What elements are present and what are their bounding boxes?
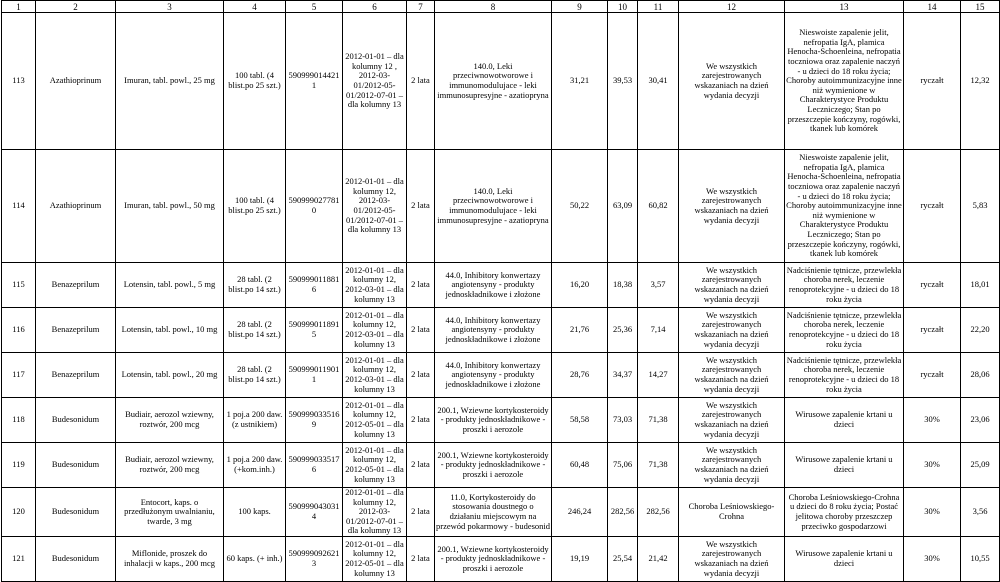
ean-code: 5909990277810 [286, 150, 343, 263]
financing-limit: 7,14 [638, 308, 679, 353]
header-cell: 2 [36, 1, 116, 13]
row-number: 116 [2, 308, 36, 353]
effective-dates: 2012-01-01 – dla kolumny 12 , 2012-03-01/2012-05-01/2012-07-01 – dla kolumny 13 [343, 13, 407, 150]
patient-copay: 28,06 [961, 353, 1000, 398]
indication-scope: We wszystkich zarejestrowanych wskazaniach na dzień wydania decyzji [679, 443, 785, 488]
limit-group: 44.0, Inhibitory konwertazy angiotensyny - produkty jednoskładnikowe i złożone [435, 308, 552, 353]
table-row [2, 13, 1000, 150]
reimbursement-table [1, 0, 1000, 582]
effective-dates: 2012-01-01 – dla kolumny 12, 2012-03-01 – dla kolumny 13 [343, 263, 407, 308]
payment-level: 30% [904, 398, 961, 443]
row-number: 119 [2, 443, 36, 488]
table-row [2, 536, 1000, 581]
validity-period: 2 lata [407, 443, 435, 488]
effective-dates: 2012-01-01 – dla kolumny 12, 2012-03-01/2012-05-01/2012-07-01 – dla kolumny 13 [343, 150, 407, 263]
payment-level: ryczałt [904, 150, 961, 263]
effective-dates: 2012-01-01 – dla kolumny 12, 2012-03-01 – dla kolumny 13 [343, 308, 407, 353]
header-cell: 6 [343, 1, 407, 13]
active-substance: Benazeprilum [36, 263, 116, 308]
table-row [2, 308, 1000, 353]
product-name: Budiair, aerozol wziewny, roztwór, 200 mcg [116, 443, 224, 488]
official-price: 60,48 [552, 443, 608, 488]
row-number: 115 [2, 263, 36, 308]
financing-limit: 71,38 [638, 443, 679, 488]
effective-dates: 2012-01-01 – dla kolumny 12, 2012-03-01/2012-07-01 – dla kolumny 13 [343, 488, 407, 537]
header-cell: 12 [679, 1, 785, 13]
product-name: Imuran, tabl. powl., 25 mg [116, 13, 224, 150]
header-cell: 15 [961, 1, 1000, 13]
header-cell: 7 [407, 1, 435, 13]
ean-code: 5909990926213 [286, 536, 343, 581]
payment-level: ryczałt [904, 308, 961, 353]
off-label-indications: Nadciśnienie tętnicze, przewlekła choroba nerek, leczenie renoprotekcyjne - u dzieci do 18 roku życia [785, 263, 904, 308]
indication-scope: We wszystkich zarejestrowanych wskazaniach na dzień wydania decyzji [679, 150, 785, 263]
indication-scope: We wszystkich zarejestrowanych wskazaniach na dzień wydania decyzji [679, 263, 785, 308]
official-price: 21,76 [552, 308, 608, 353]
limit-group: 140.0, Leki przeciwnowotworowe i immunomodulujace - leki immunosupresyjne - azatiopryna [435, 13, 552, 150]
header-cell: 1 [2, 1, 36, 13]
table-row [2, 263, 1000, 308]
patient-copay: 18,01 [961, 263, 1000, 308]
validity-period: 2 lata [407, 150, 435, 263]
validity-period: 2 lata [407, 308, 435, 353]
retail-price: 73,03 [608, 398, 638, 443]
ean-code: 5909990144211 [286, 13, 343, 150]
patient-copay: 3,56 [961, 488, 1000, 537]
indication-scope: Choroba Leśniowskiego-Crohna [679, 488, 785, 537]
package-size: 28 tabl. (2 blist.po 14 szt.) [224, 353, 286, 398]
row-number: 120 [2, 488, 36, 537]
retail-price: 282,56 [608, 488, 638, 537]
ean-code: 5909990118915 [286, 308, 343, 353]
retail-price: 63,09 [608, 150, 638, 263]
active-substance: Budesonidum [36, 488, 116, 537]
official-price: 50,22 [552, 150, 608, 263]
official-price: 58,58 [552, 398, 608, 443]
package-size: 100 tabl. (4 blist.po 25 szt.) [224, 150, 286, 263]
financing-limit: 3,57 [638, 263, 679, 308]
validity-period: 2 lata [407, 536, 435, 581]
payment-level: 30% [904, 536, 961, 581]
product-name: Budiair, aerozol wziewny, roztwór, 200 mcg [116, 398, 224, 443]
ean-code: 5909990119011 [286, 353, 343, 398]
validity-period: 2 lata [407, 263, 435, 308]
retail-price: 75,06 [608, 443, 638, 488]
row-number: 121 [2, 536, 36, 581]
off-label-indications: Wirusowe zapalenie krtani u dzieci [785, 536, 904, 581]
effective-dates: 2012-01-01 – dla kolumny 12, 2012-03-01 – dla kolumny 13 [343, 353, 407, 398]
row-number: 114 [2, 150, 36, 263]
row-number: 118 [2, 398, 36, 443]
payment-level: 30% [904, 488, 961, 537]
official-price: 19,19 [552, 536, 608, 581]
limit-group: 44.0, Inhibitory konwertazy angiotensyny - produkty jednoskładnikowe i złożone [435, 263, 552, 308]
financing-limit: 60,82 [638, 150, 679, 263]
package-size: 28 tabl. (2 blist.po 14 szt.) [224, 263, 286, 308]
table-row [2, 443, 1000, 488]
payment-level: 30% [904, 443, 961, 488]
active-substance: Benazeprilum [36, 353, 116, 398]
effective-dates: 2012-01-01 – dla kolumny 12, 2012-05-01 – dla kolumny 13 [343, 536, 407, 581]
active-substance: Azathioprinum [36, 150, 116, 263]
table-row [2, 488, 1000, 537]
row-number: 117 [2, 353, 36, 398]
active-substance: Budesonidum [36, 443, 116, 488]
limit-group: 11.0, Kortykosteroidy do stosowania doustnego o działaniu miejscowym na przewód pokarmowy - budesonid [435, 488, 552, 537]
off-label-indications: Nieswoiste zapalenie jelit, nefropatia IgA, plamica Henocha-Schoenleina, nefropatia toczniowa oraz zapalenie naczyń - u dzieci do 18 roku życia; Choroby autoimmunizacyjne inne niż wymienione w Charakterystyce Produktu Leczniczego; Stan po przeszczepie kończyny, rogówki, tkanek lub komórek [785, 13, 904, 150]
financing-limit: 14,27 [638, 353, 679, 398]
active-substance: Benazeprilum [36, 308, 116, 353]
package-size: 100 kaps. [224, 488, 286, 537]
payment-level: ryczałt [904, 353, 961, 398]
validity-period: 2 lata [407, 488, 435, 537]
active-substance: Budesonidum [36, 398, 116, 443]
official-price: 28,76 [552, 353, 608, 398]
limit-group: 200.1, Wziewne kortykosteroidy - produkty jednoskładnikowe - proszki i aerozole [435, 398, 552, 443]
official-price: 246,24 [552, 488, 608, 537]
retail-price: 18,38 [608, 263, 638, 308]
patient-copay: 12,32 [961, 13, 1000, 150]
header-cell: 11 [638, 1, 679, 13]
table-row [2, 398, 1000, 443]
header-cell: 13 [785, 1, 904, 13]
ean-code: 5909990118816 [286, 263, 343, 308]
active-substance: Budesonidum [36, 536, 116, 581]
patient-copay: 23,06 [961, 398, 1000, 443]
effective-dates: 2012-01-01 – dla kolumny 12, 2012-05-01 – dla kolumny 13 [343, 398, 407, 443]
official-price: 16,20 [552, 263, 608, 308]
retail-price: 39,53 [608, 13, 638, 150]
patient-copay: 25,09 [961, 443, 1000, 488]
retail-price: 34,37 [608, 353, 638, 398]
off-label-indications: Wirusowe zapalenie krtani u dzieci [785, 398, 904, 443]
column-number-header [2, 1, 1000, 13]
package-size: 1 poj.a 200 daw. (+kom.inh.) [224, 443, 286, 488]
package-size: 1 poj.a 200 daw. (z ustnikiem) [224, 398, 286, 443]
package-size: 100 tabl. (4 blist.po 25 szt.) [224, 13, 286, 150]
header-cell: 3 [116, 1, 224, 13]
product-name: Lotensin, tabl. powl., 20 mg [116, 353, 224, 398]
ean-code: 5909990335169 [286, 398, 343, 443]
product-name: Entocort, kaps. o przedłużonym uwalnianiu, twarde, 3 mg [116, 488, 224, 537]
header-cell: 4 [224, 1, 286, 13]
header-cell: 5 [286, 1, 343, 13]
ean-code: 5909990335176 [286, 443, 343, 488]
limit-group: 200.1, Wziewne kortykosteroidy - produkty jednoskładnikowe - proszki i aerozole [435, 443, 552, 488]
financing-limit: 21,42 [638, 536, 679, 581]
indication-scope: We wszystkich zarejestrowanych wskazaniach na dzień wydania decyzji [679, 536, 785, 581]
validity-period: 2 lata [407, 398, 435, 443]
limit-group: 44.0, Inhibitory konwertazy angiotensyny - produkty jednoskładnikowe i złożone [435, 353, 552, 398]
off-label-indications: Choroba Leśniowskiego-Crohna u dzieci do 8 roku życia; Postać jelitowa choroby przeszczep przeciwko gospodarzowi [785, 488, 904, 537]
row-number: 113 [2, 13, 36, 150]
validity-period: 2 lata [407, 353, 435, 398]
active-substance: Azathioprinum [36, 13, 116, 150]
retail-price: 25,36 [608, 308, 638, 353]
financing-limit: 30,41 [638, 13, 679, 150]
product-name: Lotensin, tabl. powl., 10 mg [116, 308, 224, 353]
indication-scope: We wszystkich zarejestrowanych wskazaniach na dzień wydania decyzji [679, 353, 785, 398]
off-label-indications: Nadciśnienie tętnicze, przewlekła choroba nerek, leczenie renoprotekcyjne - u dzieci do 18 roku życia [785, 353, 904, 398]
retail-price: 25,54 [608, 536, 638, 581]
validity-period: 2 lata [407, 13, 435, 150]
financing-limit: 71,38 [638, 398, 679, 443]
product-name: Lotensin, tabl. powl., 5 mg [116, 263, 224, 308]
package-size: 60 kaps. (+ inh.) [224, 536, 286, 581]
indication-scope: We wszystkich zarejestrowanych wskazaniach na dzień wydania decyzji [679, 13, 785, 150]
limit-group: 200.1, Wziewne kortykosteroidy - produkty jednoskładnikowe - proszki i aerozole [435, 536, 552, 581]
official-price: 31,21 [552, 13, 608, 150]
financing-limit: 282,56 [638, 488, 679, 537]
product-name: Imuran, tabl. powl., 50 mg [116, 150, 224, 263]
patient-copay: 10,55 [961, 536, 1000, 581]
effective-dates: 2012-01-01 – dla kolumny 12, 2012-05-01 – dla kolumny 13 [343, 443, 407, 488]
ean-code: 5909990430314 [286, 488, 343, 537]
limit-group: 140.0, Leki przeciwnowotworowe i immunomodulujace - leki immunosupresyjne - azatiopryna [435, 150, 552, 263]
header-cell: 8 [435, 1, 552, 13]
patient-copay: 22,20 [961, 308, 1000, 353]
off-label-indications: Wirusowe zapalenie krtani u dzieci [785, 443, 904, 488]
header-cell: 9 [552, 1, 608, 13]
header-cell: 14 [904, 1, 961, 13]
table-row [2, 150, 1000, 263]
indication-scope: We wszystkich zarejestrowanych wskazaniach na dzień wydania decyzji [679, 308, 785, 353]
indication-scope: We wszystkich zarejestrowanych wskazaniach na dzień wydania decyzji [679, 398, 785, 443]
off-label-indications: Nieswoiste zapalenie jelit, nefropatia IgA, plamica Henocha-Schoenleina, nefropatia toczniowa oraz zapalenie naczyń - u dzieci do 18 roku życia; Choroby autoimmunizacyjne inne niż wymienione w Charakterystyce Produktu Leczniczego; Stan po przeszczepie kończyny, rogówki, tkanek lub komórek [785, 150, 904, 263]
payment-level: ryczałt [904, 263, 961, 308]
off-label-indications: Nadciśnienie tętnicze, przewlekła choroba nerek, leczenie renoprotekcyjne - u dzieci do 18 roku życia [785, 308, 904, 353]
header-cell: 10 [608, 1, 638, 13]
package-size: 28 tabl. (2 blist.po 14 szt.) [224, 308, 286, 353]
product-name: Miflonide, proszek do inhalacji w kaps., 200 mcg [116, 536, 224, 581]
table-row [2, 353, 1000, 398]
patient-copay: 5,83 [961, 150, 1000, 263]
payment-level: ryczałt [904, 13, 961, 150]
